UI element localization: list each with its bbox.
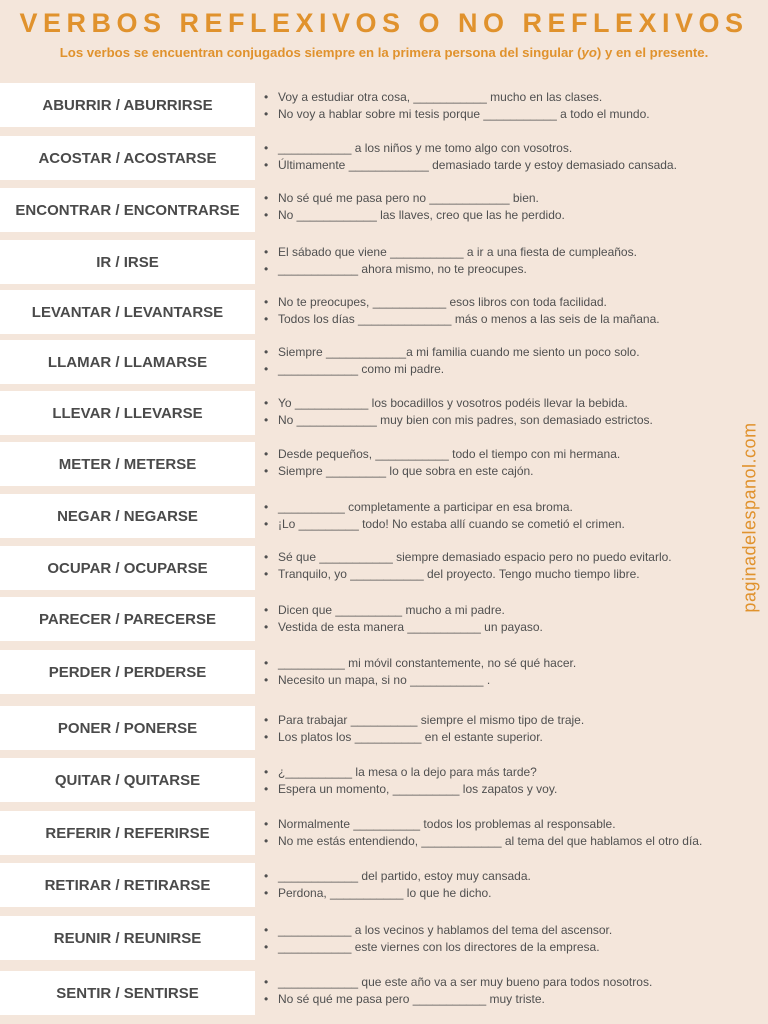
sentence-item: • ____________ del partido, estoy muy cansada. [263, 868, 763, 885]
page-subtitle [0, 45, 768, 60]
sentence-item: • No voy a hablar sobre mi tesis porque ___________ a todo el mundo. [263, 106, 763, 123]
sentence-list [263, 974, 763, 1008]
sentence-item: • Voy a estudiar otra cosa, ___________ mucho en las clases. [263, 89, 763, 106]
subtitle-text-start: Los verbos se encuentran conjugados siempre en la primera persona del singular ( [59, 45, 582, 60]
sentence-list [263, 549, 763, 583]
verb-label: QUITAR / QUITARSE [0, 758, 255, 802]
sentence-list [263, 764, 763, 798]
page-title: VERBOS REFLEXIVOS O NO REFLEXIVOS [19, 8, 749, 38]
sentence-item: • Tranquilo, yo ___________ del proyecto. Tengo mucho tiempo libre. [263, 566, 763, 583]
sentence-item: • ¿__________ la mesa o la dejo para más tarde? [263, 764, 763, 781]
sentence-item: • No ____________ muy bien con mis padres, son demasiado estrictos. [263, 412, 763, 429]
sentence-list [263, 602, 763, 636]
sentence-item: • No ____________ las llaves, creo que las he perdido. [263, 207, 763, 224]
verb-label: LEVANTAR / LEVANTARSE [0, 290, 255, 334]
sentence-list [263, 344, 763, 378]
sentence-list [263, 294, 763, 328]
sentence-list [263, 499, 763, 533]
sentence-list [263, 190, 763, 224]
sentence-item: • El sábado que viene ___________ a ir a una fiesta de cumpleaños. [263, 244, 763, 261]
verb-label: PARECER / PARECERSE [0, 597, 255, 641]
verb-label: SENTIR / SENTIRSE [0, 971, 255, 1015]
website-watermark [735, 410, 765, 625]
sentence-list [263, 868, 763, 902]
sentence-item: • Perdona, ___________ lo que he dicho. [263, 885, 763, 902]
sentence-item: • Normalmente __________ todos los problemas al responsable. [263, 816, 763, 833]
verb-label: METER / METERSE [0, 442, 255, 486]
sentence-list [263, 922, 763, 956]
sentence-item: • No me estás entendiendo, ____________ al tema del que hablamos el otro día. [263, 833, 763, 850]
sentence-item: • Desde pequeños, ___________ todo el tiempo con mi hermana. [263, 446, 763, 463]
verb-label: LLAMAR / LLAMARSE [0, 340, 255, 384]
verb-label: PERDER / PERDERSE [0, 650, 255, 694]
sentence-item: • No sé qué me pasa pero no ____________ bien. [263, 190, 763, 207]
sentence-item: • ___________ a los vecinos y hablamos del tema del ascensor. [263, 922, 763, 939]
verb-label: NEGAR / NEGARSE [0, 494, 255, 538]
sentence-item: • Yo ___________ los bocadillos y vosotros podéis llevar la bebida. [263, 395, 763, 412]
sentence-item: • Para trabajar __________ siempre el mismo tipo de traje. [263, 712, 763, 729]
sentence-item: • ____________ como mi padre. [263, 361, 763, 378]
verb-label: PONER / PONERSE [0, 706, 255, 750]
sentence-list [263, 395, 763, 429]
sentence-list [263, 140, 763, 174]
sentence-item: • Necesito un mapa, si no ___________ . [263, 672, 763, 689]
sentence-list [263, 655, 763, 689]
sentence-item: • __________ mi móvil constantemente, no sé qué hacer. [263, 655, 763, 672]
subtitle-text-end: ) y en el presente. [596, 45, 709, 60]
sentence-item: • Siempre _________ lo que sobra en este cajón. [263, 463, 763, 480]
verb-label: ABURRIR / ABURRIRSE [0, 83, 255, 127]
sentence-item: • Dicen que __________ mucho a mi padre. [263, 602, 763, 619]
sentence-item: • ____________ ahora mismo, no te preocupes. [263, 261, 763, 278]
verb-label: REFERIR / REFERIRSE [0, 811, 255, 855]
sentence-item: • Los platos los __________ en el estante superior. [263, 729, 763, 746]
sentence-item: • Sé que ___________ siempre demasiado espacio pero no puedo evitarlo. [263, 549, 763, 566]
sentence-item: • ____________ que este año va a ser muy bueno para todos nosotros. [263, 974, 763, 991]
sentence-item: • __________ completamente a participar en esa broma. [263, 499, 763, 516]
sentence-item: • ¡Lo _________ todo! No estaba allí cuando se cometió el crimen. [263, 516, 763, 533]
website-text: paginadelespanol.com [739, 422, 760, 613]
verb-label: IR / IRSE [0, 240, 255, 284]
sentence-item: • ___________ este viernes con los directores de la empresa. [263, 939, 763, 956]
sentence-item: • No te preocupes, ___________ esos libros con toda facilidad. [263, 294, 763, 311]
verb-label: LLEVAR / LLEVARSE [0, 391, 255, 435]
sentence-list [263, 446, 763, 480]
subtitle-emphasis: yo [581, 45, 597, 60]
sentence-list [263, 712, 763, 746]
verb-label: OCUPAR / OCUPARSE [0, 546, 255, 590]
sentence-list [263, 89, 763, 123]
sentence-item: • Espera un momento, __________ los zapatos y voy. [263, 781, 763, 798]
sentence-item: • No sé qué me pasa pero ___________ muy triste. [263, 991, 763, 1008]
verb-label: RETIRAR / RETIRARSE [0, 863, 255, 907]
sentence-item: • Vestida de esta manera ___________ un payaso. [263, 619, 763, 636]
sentence-item: • ___________ a los niños y me tomo algo con vosotros. [263, 140, 763, 157]
verb-label: ACOSTAR / ACOSTARSE [0, 136, 255, 180]
sentence-list [263, 244, 763, 278]
verb-label: ENCONTRAR / ENCONTRARSE [0, 188, 255, 232]
sentence-item: • Últimamente ____________ demasiado tarde y estoy demasiado cansada. [263, 157, 763, 174]
sentence-item: • Todos los días ______________ más o menos a las seis de la mañana. [263, 311, 763, 328]
verb-label: REUNIR / REUNIRSE [0, 916, 255, 960]
sentence-list [263, 816, 763, 850]
sentence-item: • Siempre ____________a mi familia cuando me siento un poco solo. [263, 344, 763, 361]
